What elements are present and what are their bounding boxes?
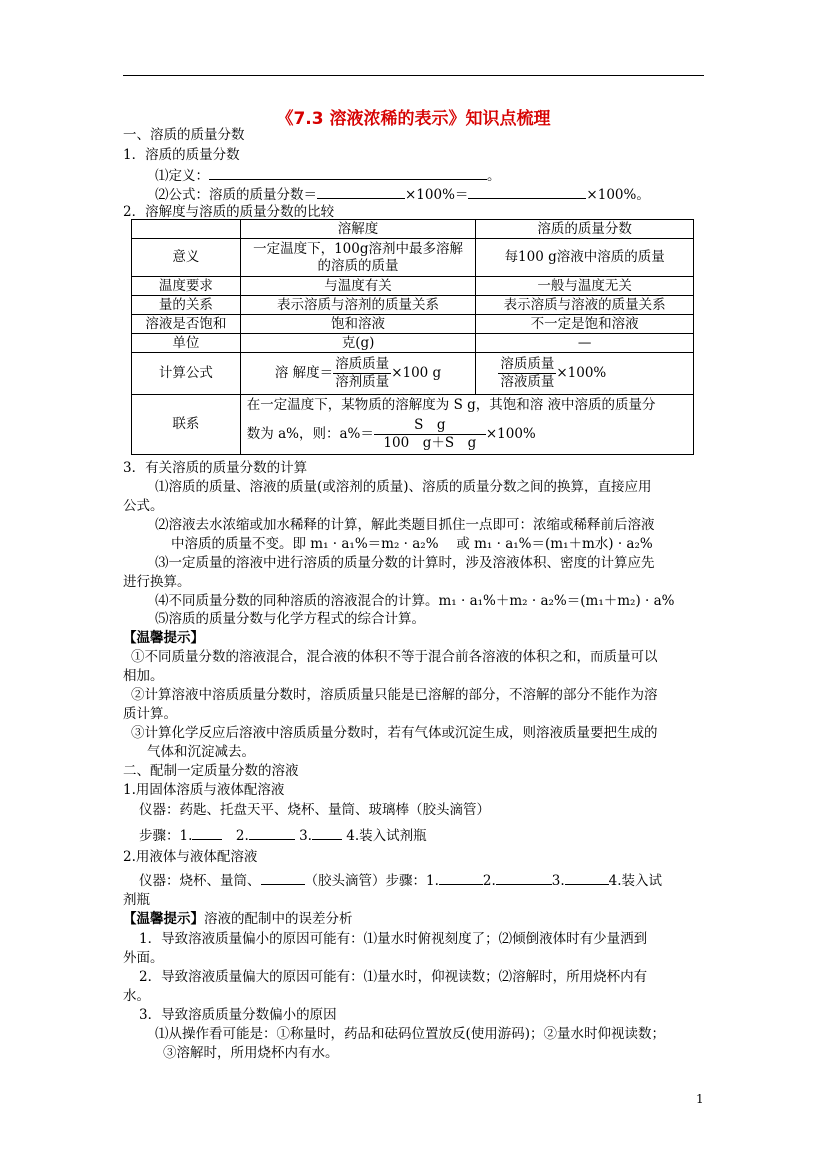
- section-1-heading: 一、溶质的质量分数: [123, 127, 245, 143]
- formula-prefix: 溶 解度＝: [274, 365, 334, 381]
- tip-3-cont: 气体和沉淀减去。: [147, 744, 255, 760]
- page-title: 《7.3 溶液浓稀的表示》知识点梳理: [276, 109, 551, 129]
- formula-mid: ×100%＝: [405, 187, 469, 203]
- formula-end: ×100%。: [586, 187, 650, 203]
- s2-subheading-1: 1.用固体溶质与液体配溶液: [123, 782, 285, 798]
- tip-label-1: 【温馨提示】: [123, 630, 204, 646]
- cell-solubility: 表示溶质与溶剂的质量关系: [240, 296, 476, 315]
- cell-solubility: 克(g): [240, 334, 476, 353]
- tip-title: 溶液的配制中的误差分析: [204, 911, 353, 927]
- denominator: 100 g＋S g: [383, 435, 477, 451]
- row-label: 溶液是否饱和: [132, 315, 241, 334]
- steps-2-label: （胶头滴管）步骤：1.: [304, 873, 439, 889]
- relation-prefix: 数为 a%，则：a%＝: [246, 426, 374, 442]
- cell-mass-fraction-formula: [476, 353, 694, 395]
- step-blank-1: [192, 825, 222, 840]
- calc-item-2: ⑵溶液去水浓缩或加水稀释的计算，解此类题目抓住一点即可：浓缩或稀释前后溶液: [155, 517, 655, 533]
- step2-blank-1: [439, 870, 483, 885]
- steps-label: 步骤：1.: [139, 828, 193, 844]
- numerator: S g: [374, 417, 486, 435]
- tip-label-2: 【温馨提示】: [123, 911, 204, 927]
- error-3: 3．导致溶质质量分数偏小的原因: [139, 1007, 337, 1023]
- error-1: 1．导致溶液质量偏小的原因可能有：⑴量水时俯视刻度了；⑵倾倒液体时有少量洒到: [139, 931, 648, 947]
- table-row: [132, 296, 694, 315]
- definition-line: [155, 165, 501, 185]
- step2-3-label: 3.: [551, 873, 565, 889]
- instruments-2-line: [139, 870, 662, 890]
- formula-blank-2: [468, 184, 586, 199]
- table-header-row: [132, 220, 694, 239]
- table-row-formula: [132, 353, 694, 395]
- definition-end: 。: [487, 168, 501, 184]
- tip-2: ②计算溶液中溶质质量分数时，溶质质量只能是已溶解的部分，不溶解的部分不能作为溶: [131, 687, 658, 703]
- cell-mass-fraction: —: [476, 334, 694, 353]
- step-2-label: 2.: [235, 828, 249, 844]
- cell-text: 的溶质的质量: [317, 257, 399, 274]
- formula-blank-1: [317, 184, 405, 199]
- instruments-1: 仪器：药匙、托盘天平、烧杯、量筒、玻璃棒（胶头滴管）: [139, 802, 490, 818]
- tip-1: ①不同质量分数的溶液混合，混合液的体积不等于混合前各溶液的体积之和，而质量可以: [131, 649, 658, 665]
- calc-item-5: ⑸溶质的质量分数与化学方程式的综合计算。: [155, 611, 425, 627]
- step-3-label: 3.: [299, 828, 312, 844]
- fraction: [374, 417, 486, 452]
- cell-mass-fraction: 不一定是饱和溶液: [476, 315, 694, 334]
- cell-solubility: [240, 239, 476, 277]
- denominator: 溶液质量: [500, 374, 555, 390]
- cell-text: 一定温度下，100g溶剂中最多溶解: [253, 240, 464, 257]
- relation-line-2: [247, 417, 691, 452]
- step2-blank-3: [565, 870, 609, 885]
- cell-mass-fraction: 每100 g溶液中溶质的质量: [476, 239, 694, 277]
- error-3a-cont: ③溶解时，所用烧杯内有水。: [163, 1045, 339, 1061]
- instrument-blank: [261, 870, 305, 885]
- tip-1-cont: 相加。: [123, 668, 164, 684]
- error-2: 2．导致溶液质量偏大的原因可能有：⑴量水时，仰视读数；⑵溶解时，所用烧杯内有: [139, 969, 648, 985]
- tip-2-heading: [123, 910, 353, 928]
- calc-item-3: ⑶一定质量的溶液中进行溶质的质量分数的计算时，涉及溶液体积、密度的计算应先: [155, 555, 655, 571]
- row-label: 计算公式: [132, 353, 241, 395]
- comparison-table: [131, 219, 694, 455]
- step2-blank-2: [496, 870, 552, 885]
- formula-label: ⑵公式：溶质的质量分数＝: [155, 187, 317, 203]
- cell-mass-fraction: 表示溶质与溶液的质量关系: [476, 296, 694, 315]
- subheading-3: 3．有关溶质的质量分数的计算: [123, 460, 308, 476]
- fraction: [498, 356, 556, 391]
- instruments-2-label: 仪器：烧杯、量筒、: [139, 873, 261, 889]
- s2-subheading-2: 2.用液体与液体配溶液: [123, 849, 258, 865]
- formula-suffix: ×100%: [556, 365, 607, 381]
- table-corner-cell: [132, 220, 241, 239]
- relation-suffix: ×100%: [485, 426, 536, 442]
- header-rule: [123, 75, 704, 76]
- instruments-2-cont: 剂瓶: [123, 892, 150, 908]
- row-label: 温度要求: [132, 277, 241, 296]
- calc-item-4: ⑷不同质量分数的同种溶质的溶液混合的计算。m₁ · a₁%＋m₂ · a₂%＝(m₁＋m₂) · a%: [155, 593, 675, 609]
- table-row-relation: [132, 395, 694, 455]
- numerator: 溶质质量: [500, 356, 555, 372]
- error-2-cont: 水。: [123, 988, 150, 1004]
- table-row: [132, 315, 694, 334]
- subheading-1: 1．溶质的质量分数: [123, 147, 240, 163]
- cell-solubility-formula: [240, 353, 476, 395]
- table-row: [132, 239, 694, 277]
- formula-suffix: ×100 g: [391, 365, 442, 381]
- row-label: 量的关系: [132, 296, 241, 315]
- calc-item-2-cont: 中溶质的质量不变。即 m₁ · a₁%＝m₂ · a₂% 或 m₁ · a₁%＝(m₁＋m水) · a₂%: [171, 536, 653, 552]
- table-row: [132, 277, 694, 296]
- calc-item-3-cont: 进行换算。: [123, 574, 191, 590]
- error-1-cont: 外面。: [123, 950, 164, 966]
- row-label: 单位: [132, 334, 241, 353]
- step2-4-label: 4.装入试: [608, 873, 663, 889]
- page-number: 1: [696, 1092, 704, 1106]
- cell-solubility: 与温度有关: [240, 277, 476, 296]
- tip-2-cont: 质计算。: [123, 706, 177, 722]
- section-2-heading: 二、配制一定质量分数的溶液: [123, 763, 299, 779]
- formula-line: [155, 184, 650, 204]
- step2-2-label: 2.: [482, 873, 496, 889]
- step-blank-2: [249, 825, 295, 840]
- step-blank-3: [312, 825, 342, 840]
- cell-mass-fraction: 一般与温度无关: [476, 277, 694, 296]
- cell-solubility: 饱和溶液: [240, 315, 476, 334]
- tip-3: ③计算化学反应后溶液中溶质质量分数时，若有气体或沉淀生成，则溶液质量要把生成的: [131, 725, 658, 741]
- calc-item-1-cont: 公式。: [123, 498, 164, 514]
- definition-blank: [209, 165, 487, 180]
- row-label: 意义: [132, 239, 241, 277]
- calc-item-1: ⑴溶质的质量、溶液的质量(或溶剂的质量)、溶质的质量分数之间的换算，直接应用: [155, 479, 652, 495]
- row-label: 联系: [132, 395, 241, 455]
- numerator: 溶质质量: [335, 356, 390, 372]
- cell-relation: [240, 395, 693, 455]
- table-row: [132, 334, 694, 353]
- table-header-mass-fraction: 溶质的质量分数: [476, 220, 694, 239]
- definition-label: ⑴定义：: [155, 168, 209, 184]
- subheading-2: 2．溶解度与溶质的质量分数的比较: [123, 204, 335, 220]
- table-header-solubility: 溶解度: [240, 220, 476, 239]
- step-4-label: 4.装入试剂瓶: [346, 828, 427, 844]
- fraction: [333, 356, 391, 391]
- error-3a: ⑴从操作看可能是：①称量时，药品和砝码位置放反(使用游码)；②量水时仰视读数；: [155, 1026, 666, 1042]
- relation-line-1: 在一定温度下，某物质的溶解度为 S g，其饱和溶 液中溶质的质量分: [246, 397, 656, 413]
- denominator: 溶剂质量: [335, 374, 390, 390]
- steps-1-line: [139, 825, 427, 845]
